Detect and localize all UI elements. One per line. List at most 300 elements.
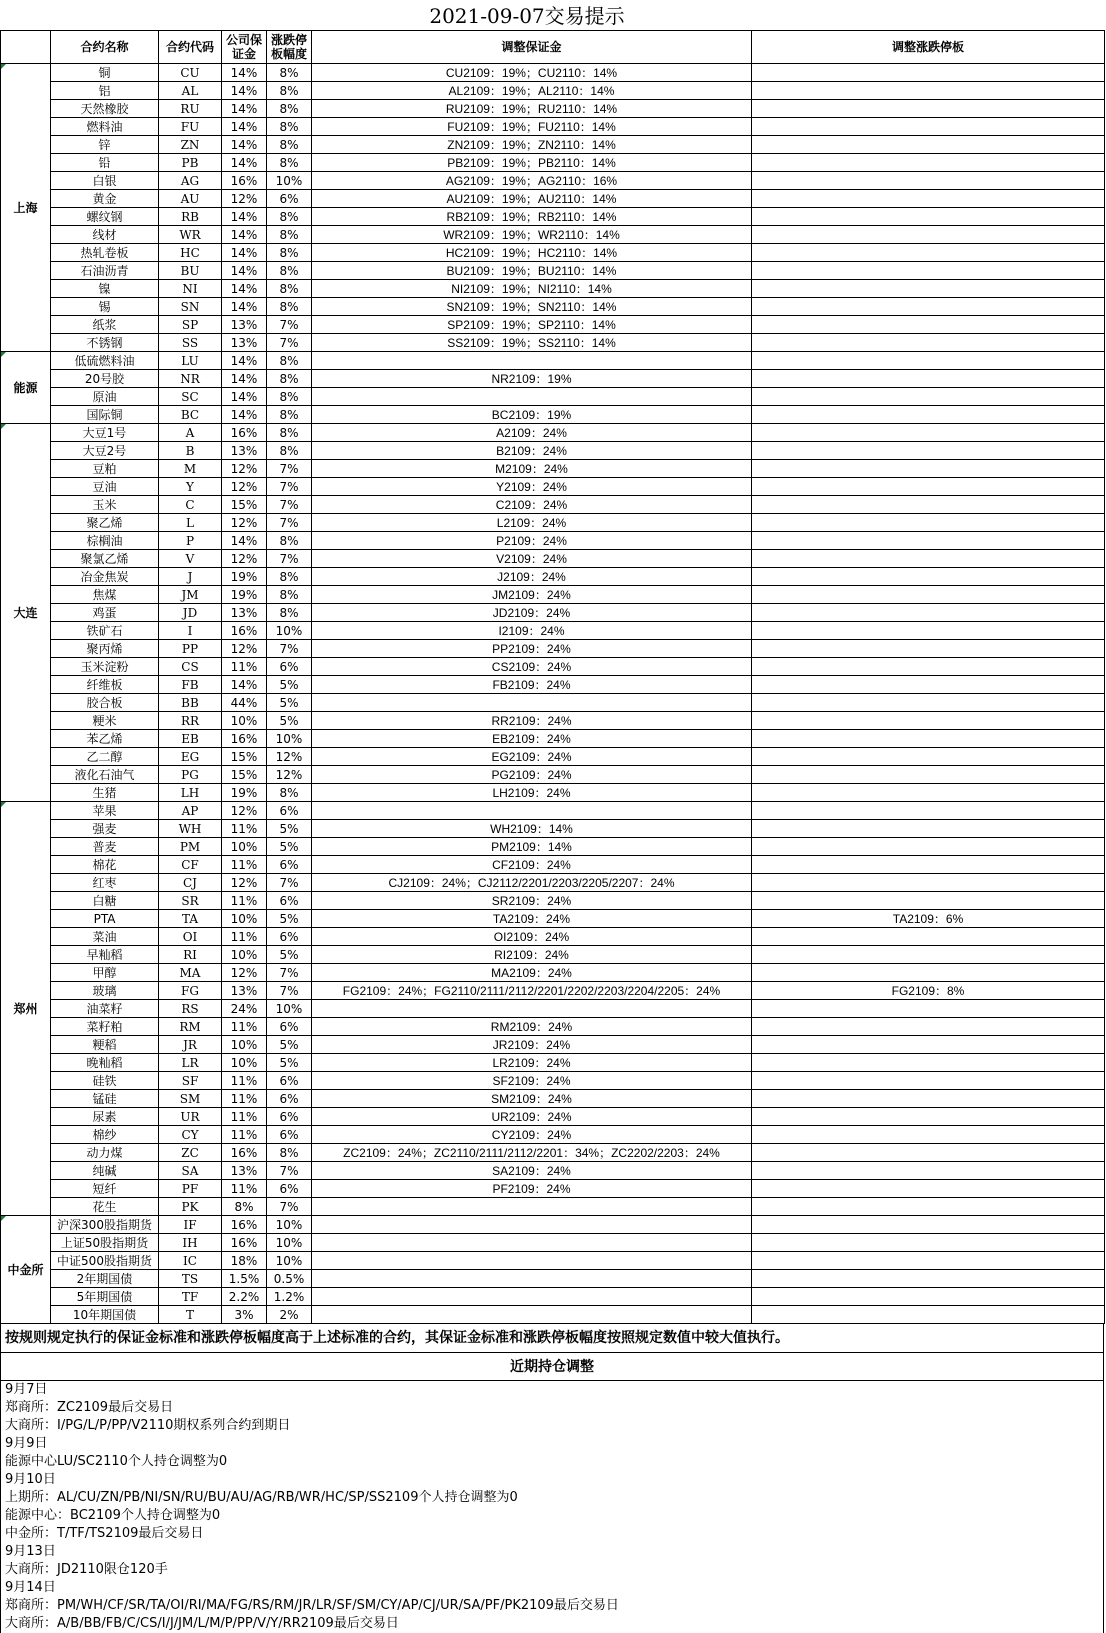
table-row bbox=[1, 1126, 1105, 1144]
contract-name-cell: 豆油 bbox=[51, 478, 159, 496]
contract-code-cell: SC bbox=[159, 388, 222, 406]
adjusted-margin-cell: JD2109：24% bbox=[312, 604, 752, 622]
contract-name-cell: 白糖 bbox=[51, 892, 159, 910]
adjusted-margin-cell: SR2109：24% bbox=[312, 892, 752, 910]
company-margin-cell: 14% bbox=[222, 136, 267, 154]
contract-code-cell: IF bbox=[159, 1216, 222, 1234]
table-row bbox=[1, 1000, 1105, 1018]
table-row bbox=[1, 406, 1105, 424]
contract-name-cell: 焦煤 bbox=[51, 586, 159, 604]
limit-range-cell: 5% bbox=[267, 820, 312, 838]
company-margin-cell: 14% bbox=[222, 244, 267, 262]
contract-code-cell: J bbox=[159, 568, 222, 586]
adjusted-limit-cell bbox=[752, 658, 1105, 676]
contract-code-cell: SR bbox=[159, 892, 222, 910]
adjusted-limit-cell bbox=[752, 118, 1105, 136]
contract-code-cell: SA bbox=[159, 1162, 222, 1180]
table-row bbox=[1, 154, 1105, 172]
company-margin-cell: 8% bbox=[222, 1198, 267, 1216]
adjusted-margin-cell bbox=[312, 352, 752, 370]
adjusted-limit-cell bbox=[752, 154, 1105, 172]
adjusted-margin-cell: PM2109：14% bbox=[312, 838, 752, 856]
table-row bbox=[1, 1108, 1105, 1126]
company-margin-cell: 13% bbox=[222, 442, 267, 460]
company-margin-cell: 16% bbox=[222, 172, 267, 190]
header-company-margin: 公司保证金 bbox=[222, 31, 267, 64]
adjusted-limit-cell bbox=[752, 622, 1105, 640]
adjusted-limit-cell bbox=[752, 370, 1105, 388]
adjusted-limit-cell bbox=[752, 586, 1105, 604]
company-margin-cell: 11% bbox=[222, 892, 267, 910]
contract-code-cell: NR bbox=[159, 370, 222, 388]
contract-code-cell: A bbox=[159, 424, 222, 442]
table-row bbox=[1, 820, 1105, 838]
table-row bbox=[1, 910, 1105, 928]
header-contract-code: 合约代码 bbox=[159, 31, 222, 64]
contract-code-cell: MA bbox=[159, 964, 222, 982]
adjusted-limit-cell bbox=[752, 226, 1105, 244]
adjusted-limit-cell bbox=[752, 1054, 1105, 1072]
company-margin-cell: 11% bbox=[222, 1090, 267, 1108]
contract-code-cell: EB bbox=[159, 730, 222, 748]
limit-range-cell: 8% bbox=[267, 226, 312, 244]
contract-code-cell: ZN bbox=[159, 136, 222, 154]
company-margin-cell: 11% bbox=[222, 856, 267, 874]
table-row bbox=[1, 316, 1105, 334]
contract-code-cell: RB bbox=[159, 208, 222, 226]
table-row bbox=[1, 532, 1105, 550]
adjusted-margin-cell: PP2109：24% bbox=[312, 640, 752, 658]
adjusted-limit-cell bbox=[752, 190, 1105, 208]
adjusted-margin-cell: MA2109：24% bbox=[312, 964, 752, 982]
adjusted-margin-cell: TA2109：24% bbox=[312, 910, 752, 928]
contract-name-cell: 大豆1号 bbox=[51, 424, 159, 442]
adjusted-limit-cell bbox=[752, 1108, 1105, 1126]
adjusted-limit-cell bbox=[752, 1000, 1105, 1018]
contract-code-cell: CU bbox=[159, 64, 222, 82]
position-adjust-list bbox=[0, 1381, 1104, 1633]
limit-range-cell: 10% bbox=[267, 1216, 312, 1234]
adjusted-margin-cell bbox=[312, 1306, 752, 1324]
contract-name-cell: 锡 bbox=[51, 298, 159, 316]
adjusted-limit-cell bbox=[752, 802, 1105, 820]
adjusted-margin-cell: LR2109：24% bbox=[312, 1054, 752, 1072]
cell-comment-marker bbox=[1, 424, 6, 429]
adjusted-margin-cell: RB2109：19%；RB2110：14% bbox=[312, 208, 752, 226]
company-margin-cell: 13% bbox=[222, 334, 267, 352]
adjusted-limit-cell bbox=[752, 856, 1105, 874]
contract-code-cell: L bbox=[159, 514, 222, 532]
limit-range-cell: 7% bbox=[267, 1162, 312, 1180]
adjusted-limit-cell bbox=[752, 676, 1105, 694]
adjusted-margin-cell: A2109：24% bbox=[312, 424, 752, 442]
limit-range-cell: 5% bbox=[267, 1036, 312, 1054]
contract-code-cell: WH bbox=[159, 820, 222, 838]
table-row bbox=[1, 784, 1105, 802]
adjusted-margin-cell: AG2109：19%；AG2110：16% bbox=[312, 172, 752, 190]
table-row bbox=[1, 442, 1105, 460]
exchange-label: 大连 bbox=[13, 605, 38, 620]
company-margin-cell: 12% bbox=[222, 550, 267, 568]
page-title: 2021-09-07交易提示 bbox=[429, 4, 625, 28]
limit-range-cell: 2% bbox=[267, 1306, 312, 1324]
adjusted-limit-cell bbox=[752, 136, 1105, 154]
adjusted-limit-cell bbox=[752, 892, 1105, 910]
position-adjust-line: 9月10日 bbox=[5, 1472, 56, 1487]
position-adjust-title: 近期持仓调整 bbox=[0, 1353, 1104, 1381]
contract-code-cell: RM bbox=[159, 1018, 222, 1036]
limit-range-cell: 7% bbox=[267, 460, 312, 478]
exchange-cell bbox=[1, 64, 51, 352]
adjusted-limit-cell bbox=[752, 514, 1105, 532]
contract-name-cell: 红枣 bbox=[51, 874, 159, 892]
adjusted-margin-cell: RI2109：24% bbox=[312, 946, 752, 964]
company-margin-cell: 19% bbox=[222, 784, 267, 802]
table-row bbox=[1, 100, 1105, 118]
adjusted-margin-cell: OI2109：24% bbox=[312, 928, 752, 946]
header-exchange bbox=[1, 31, 51, 64]
limit-range-cell: 5% bbox=[267, 910, 312, 928]
contract-name-cell: 甲醇 bbox=[51, 964, 159, 982]
table-row bbox=[1, 226, 1105, 244]
table-row bbox=[1, 586, 1105, 604]
company-margin-cell: 14% bbox=[222, 226, 267, 244]
table-row bbox=[1, 1090, 1105, 1108]
adjusted-margin-cell: EB2109：24% bbox=[312, 730, 752, 748]
company-margin-cell: 15% bbox=[222, 496, 267, 514]
margin-rule-note: 按规则规定执行的保证金标准和涨跌停板幅度高于上述标准的合约，其保证金标准和涨跌停板幅度按照规定数值中较大值执行。 bbox=[0, 1324, 1104, 1353]
contract-name-cell: 菜油 bbox=[51, 928, 159, 946]
adjusted-limit-cell bbox=[752, 64, 1105, 82]
adjusted-limit-cell bbox=[752, 1270, 1105, 1288]
contract-name-cell: 苯乙烯 bbox=[51, 730, 159, 748]
limit-range-cell: 8% bbox=[267, 208, 312, 226]
company-margin-cell: 19% bbox=[222, 586, 267, 604]
limit-range-cell: 5% bbox=[267, 712, 312, 730]
header-contract-name: 合约名称 bbox=[51, 31, 159, 64]
limit-range-cell: 7% bbox=[267, 1198, 312, 1216]
table-row bbox=[1, 982, 1105, 1000]
table-row bbox=[1, 352, 1105, 370]
contract-name-cell: 铝 bbox=[51, 82, 159, 100]
header-limit-range: 涨跌停板幅度 bbox=[267, 31, 312, 64]
contract-code-cell: AG bbox=[159, 172, 222, 190]
contract-code-cell: SF bbox=[159, 1072, 222, 1090]
adjusted-margin-cell: J2109：24% bbox=[312, 568, 752, 586]
contract-name-cell: 尿素 bbox=[51, 1108, 159, 1126]
limit-range-cell: 10% bbox=[267, 1234, 312, 1252]
contract-name-cell: 强麦 bbox=[51, 820, 159, 838]
limit-range-cell: 6% bbox=[267, 1090, 312, 1108]
company-margin-cell: 10% bbox=[222, 838, 267, 856]
contract-name-cell: 不锈钢 bbox=[51, 334, 159, 352]
contract-code-cell: TS bbox=[159, 1270, 222, 1288]
company-margin-cell: 14% bbox=[222, 208, 267, 226]
contract-name-cell: 中证500股指期货 bbox=[51, 1252, 159, 1270]
adjusted-margin-cell: P2109：24% bbox=[312, 532, 752, 550]
adjusted-margin-cell: SF2109：24% bbox=[312, 1072, 752, 1090]
table-row bbox=[1, 64, 1105, 82]
adjusted-margin-cell: C2109：24% bbox=[312, 496, 752, 514]
adjusted-margin-cell: SN2109：19%；SN2110：14% bbox=[312, 298, 752, 316]
adjusted-limit-cell bbox=[752, 280, 1105, 298]
adjusted-margin-cell: I2109：24% bbox=[312, 622, 752, 640]
table-row bbox=[1, 658, 1105, 676]
adjusted-limit-cell bbox=[752, 532, 1105, 550]
contract-code-cell: SP bbox=[159, 316, 222, 334]
adjusted-margin-cell bbox=[312, 1216, 752, 1234]
contract-name-cell: 纤维板 bbox=[51, 676, 159, 694]
company-margin-cell: 11% bbox=[222, 1072, 267, 1090]
limit-range-cell: 10% bbox=[267, 1000, 312, 1018]
table-row bbox=[1, 712, 1105, 730]
company-margin-cell: 10% bbox=[222, 946, 267, 964]
company-margin-cell: 11% bbox=[222, 1018, 267, 1036]
contract-name-cell: 白银 bbox=[51, 172, 159, 190]
adjusted-limit-cell bbox=[752, 640, 1105, 658]
company-margin-cell: 14% bbox=[222, 352, 267, 370]
company-margin-cell: 14% bbox=[222, 406, 267, 424]
contract-code-cell: C bbox=[159, 496, 222, 514]
contract-code-cell: CY bbox=[159, 1126, 222, 1144]
table-row bbox=[1, 1234, 1105, 1252]
adjusted-limit-cell bbox=[752, 550, 1105, 568]
cell-comment-marker bbox=[1, 352, 6, 357]
adjusted-margin-cell: FG2109：24%；FG2110/2111/2112/2201/2202/2203/2204/2205：24% bbox=[312, 982, 752, 1000]
company-margin-cell: 10% bbox=[222, 910, 267, 928]
contract-name-cell: 苹果 bbox=[51, 802, 159, 820]
contract-name-cell: 上证50股指期货 bbox=[51, 1234, 159, 1252]
table-row bbox=[1, 262, 1105, 280]
contract-code-cell: PF bbox=[159, 1180, 222, 1198]
contract-code-cell: Y bbox=[159, 478, 222, 496]
company-margin-cell: 2.2% bbox=[222, 1288, 267, 1306]
contract-name-cell: 锰硅 bbox=[51, 1090, 159, 1108]
table-row bbox=[1, 334, 1105, 352]
adjusted-limit-cell bbox=[752, 1252, 1105, 1270]
company-margin-cell: 14% bbox=[222, 82, 267, 100]
limit-range-cell: 7% bbox=[267, 874, 312, 892]
position-adjust-line: 9月7日 bbox=[5, 1382, 48, 1397]
position-adjust-line: 9月13日 bbox=[5, 1544, 56, 1559]
adjusted-limit-cell bbox=[752, 82, 1105, 100]
limit-range-cell: 6% bbox=[267, 1072, 312, 1090]
adjusted-limit-cell: TA2109：6% bbox=[752, 910, 1105, 928]
contract-code-cell: RI bbox=[159, 946, 222, 964]
cell-comment-marker bbox=[1, 1216, 6, 1221]
company-margin-cell: 3% bbox=[222, 1306, 267, 1324]
adjusted-limit-cell bbox=[752, 1090, 1105, 1108]
adjusted-limit-cell bbox=[752, 928, 1105, 946]
contract-name-cell: 玻璃 bbox=[51, 982, 159, 1000]
contract-name-cell: 乙二醇 bbox=[51, 748, 159, 766]
company-margin-cell: 11% bbox=[222, 1126, 267, 1144]
company-margin-cell: 14% bbox=[222, 676, 267, 694]
limit-range-cell: 6% bbox=[267, 892, 312, 910]
contract-code-cell: FB bbox=[159, 676, 222, 694]
table-row bbox=[1, 190, 1105, 208]
company-margin-cell: 16% bbox=[222, 1234, 267, 1252]
table-row bbox=[1, 640, 1105, 658]
contract-name-cell: 黄金 bbox=[51, 190, 159, 208]
adjusted-limit-cell bbox=[752, 1234, 1105, 1252]
adjusted-limit-cell bbox=[752, 1018, 1105, 1036]
contract-name-cell: 晚籼稻 bbox=[51, 1054, 159, 1072]
contract-code-cell: RU bbox=[159, 100, 222, 118]
contract-name-cell: 玉米 bbox=[51, 496, 159, 514]
limit-range-cell: 8% bbox=[267, 298, 312, 316]
contract-name-cell: 20号胶 bbox=[51, 370, 159, 388]
adjusted-margin-cell: EG2109：24% bbox=[312, 748, 752, 766]
adjusted-margin-cell: WR2109：19%；WR2110：14% bbox=[312, 226, 752, 244]
limit-range-cell: 8% bbox=[267, 586, 312, 604]
limit-range-cell: 5% bbox=[267, 946, 312, 964]
adjusted-limit-cell bbox=[752, 460, 1105, 478]
contract-name-cell: 豆粕 bbox=[51, 460, 159, 478]
limit-range-cell: 7% bbox=[267, 478, 312, 496]
table-row bbox=[1, 1018, 1105, 1036]
limit-range-cell: 7% bbox=[267, 514, 312, 532]
adjusted-limit-cell bbox=[752, 262, 1105, 280]
adjusted-margin-cell: V2109：24% bbox=[312, 550, 752, 568]
contract-code-cell: FG bbox=[159, 982, 222, 1000]
limit-range-cell: 8% bbox=[267, 136, 312, 154]
table-row bbox=[1, 694, 1105, 712]
contract-name-cell: 铅 bbox=[51, 154, 159, 172]
limit-range-cell: 12% bbox=[267, 766, 312, 784]
adjusted-margin-cell: SP2109：19%；SP2110：14% bbox=[312, 316, 752, 334]
adjusted-margin-cell: JR2109：24% bbox=[312, 1036, 752, 1054]
limit-range-cell: 5% bbox=[267, 676, 312, 694]
adjusted-margin-cell bbox=[312, 1288, 752, 1306]
adjusted-margin-cell: BC2109：19% bbox=[312, 406, 752, 424]
adjusted-margin-cell: PF2109：24% bbox=[312, 1180, 752, 1198]
contract-code-cell: CJ bbox=[159, 874, 222, 892]
contract-name-cell: 10年期国债 bbox=[51, 1306, 159, 1324]
table-row bbox=[1, 1270, 1105, 1288]
adjusted-limit-cell bbox=[752, 568, 1105, 586]
limit-range-cell: 6% bbox=[267, 190, 312, 208]
exchange-label: 中金所 bbox=[7, 1262, 44, 1277]
table-row bbox=[1, 370, 1105, 388]
limit-range-cell: 8% bbox=[267, 82, 312, 100]
table-header-row bbox=[1, 31, 1105, 64]
exchange-cell bbox=[1, 802, 51, 1216]
adjusted-margin-cell: RU2109：19%；RU2110：14% bbox=[312, 100, 752, 118]
adjusted-margin-cell: L2109：24% bbox=[312, 514, 752, 532]
adjusted-margin-cell: SA2109：24% bbox=[312, 1162, 752, 1180]
exchange-cell bbox=[1, 352, 51, 424]
table-row bbox=[1, 550, 1105, 568]
adjusted-margin-cell: RR2109：24% bbox=[312, 712, 752, 730]
adjusted-margin-cell bbox=[312, 1000, 752, 1018]
company-margin-cell: 10% bbox=[222, 1036, 267, 1054]
contract-code-cell: M bbox=[159, 460, 222, 478]
adjusted-limit-cell bbox=[752, 694, 1105, 712]
adjusted-margin-cell: CF2109：24% bbox=[312, 856, 752, 874]
adjusted-limit-cell bbox=[752, 1288, 1105, 1306]
contract-code-cell: BU bbox=[159, 262, 222, 280]
exchange-label: 能源 bbox=[13, 380, 38, 395]
limit-range-cell: 7% bbox=[267, 640, 312, 658]
table-row bbox=[1, 298, 1105, 316]
table-row bbox=[1, 280, 1105, 298]
company-margin-cell: 16% bbox=[222, 1216, 267, 1234]
adjusted-margin-cell: BU2109：19%；BU2110：14% bbox=[312, 262, 752, 280]
limit-range-cell: 8% bbox=[267, 568, 312, 586]
position-adjust-line: 郑商所：ZC2109最后交易日 bbox=[5, 1400, 174, 1415]
position-adjust-line: 能源中心：BC2109个人持仓调整为0 bbox=[5, 1508, 221, 1523]
adjusted-margin-cell: CS2109：24% bbox=[312, 658, 752, 676]
contract-code-cell: PK bbox=[159, 1198, 222, 1216]
contract-name-cell: 冶金焦炭 bbox=[51, 568, 159, 586]
company-margin-cell: 14% bbox=[222, 370, 267, 388]
adjusted-limit-cell bbox=[752, 712, 1105, 730]
limit-range-cell: 8% bbox=[267, 442, 312, 460]
company-margin-cell: 14% bbox=[222, 64, 267, 82]
position-adjust-line: 能源中心LU/SC2110个人持仓调整为0 bbox=[5, 1454, 228, 1469]
table-row bbox=[1, 892, 1105, 910]
adjusted-limit-cell bbox=[752, 388, 1105, 406]
adjusted-margin-cell: SM2109：24% bbox=[312, 1090, 752, 1108]
contract-name-cell: 锌 bbox=[51, 136, 159, 154]
adjusted-limit-cell bbox=[752, 352, 1105, 370]
adjusted-margin-cell: PG2109：24% bbox=[312, 766, 752, 784]
contract-name-cell: 铜 bbox=[51, 64, 159, 82]
contract-name-cell: 动力煤 bbox=[51, 1144, 159, 1162]
adjusted-limit-cell bbox=[752, 298, 1105, 316]
company-margin-cell: 1.5% bbox=[222, 1270, 267, 1288]
table-row bbox=[1, 388, 1105, 406]
table-row bbox=[1, 1036, 1105, 1054]
adjusted-limit-cell bbox=[752, 1036, 1105, 1054]
contract-name-cell: PTA bbox=[51, 910, 159, 928]
contract-name-cell: 2年期国债 bbox=[51, 1270, 159, 1288]
contract-code-cell: FU bbox=[159, 118, 222, 136]
adjusted-limit-cell bbox=[752, 604, 1105, 622]
contract-name-cell: 棉纱 bbox=[51, 1126, 159, 1144]
contract-code-cell: TA bbox=[159, 910, 222, 928]
contract-code-cell: LH bbox=[159, 784, 222, 802]
adjusted-margin-cell: LH2109：24% bbox=[312, 784, 752, 802]
adjusted-limit-cell bbox=[752, 766, 1105, 784]
contract-name-cell: 纸浆 bbox=[51, 316, 159, 334]
contract-code-cell: AL bbox=[159, 82, 222, 100]
adjusted-limit-cell bbox=[752, 1126, 1105, 1144]
position-adjust-line: 9月14日 bbox=[5, 1580, 56, 1595]
table-row bbox=[1, 838, 1105, 856]
contract-name-cell: 低硫燃料油 bbox=[51, 352, 159, 370]
adjusted-limit-cell bbox=[752, 442, 1105, 460]
contract-name-cell: 螺纹钢 bbox=[51, 208, 159, 226]
company-margin-cell: 10% bbox=[222, 712, 267, 730]
contract-code-cell: JM bbox=[159, 586, 222, 604]
company-margin-cell: 12% bbox=[222, 964, 267, 982]
contract-name-cell: 铁矿石 bbox=[51, 622, 159, 640]
company-margin-cell: 12% bbox=[222, 514, 267, 532]
company-margin-cell: 14% bbox=[222, 154, 267, 172]
exchange-cell bbox=[1, 1216, 51, 1324]
adjusted-margin-cell bbox=[312, 1270, 752, 1288]
company-margin-cell: 14% bbox=[222, 280, 267, 298]
contract-code-cell: EG bbox=[159, 748, 222, 766]
adjusted-margin-cell: CY2109：24% bbox=[312, 1126, 752, 1144]
table-row bbox=[1, 1144, 1105, 1162]
table-row bbox=[1, 856, 1105, 874]
company-margin-cell: 13% bbox=[222, 982, 267, 1000]
company-margin-cell: 11% bbox=[222, 820, 267, 838]
company-margin-cell: 18% bbox=[222, 1252, 267, 1270]
